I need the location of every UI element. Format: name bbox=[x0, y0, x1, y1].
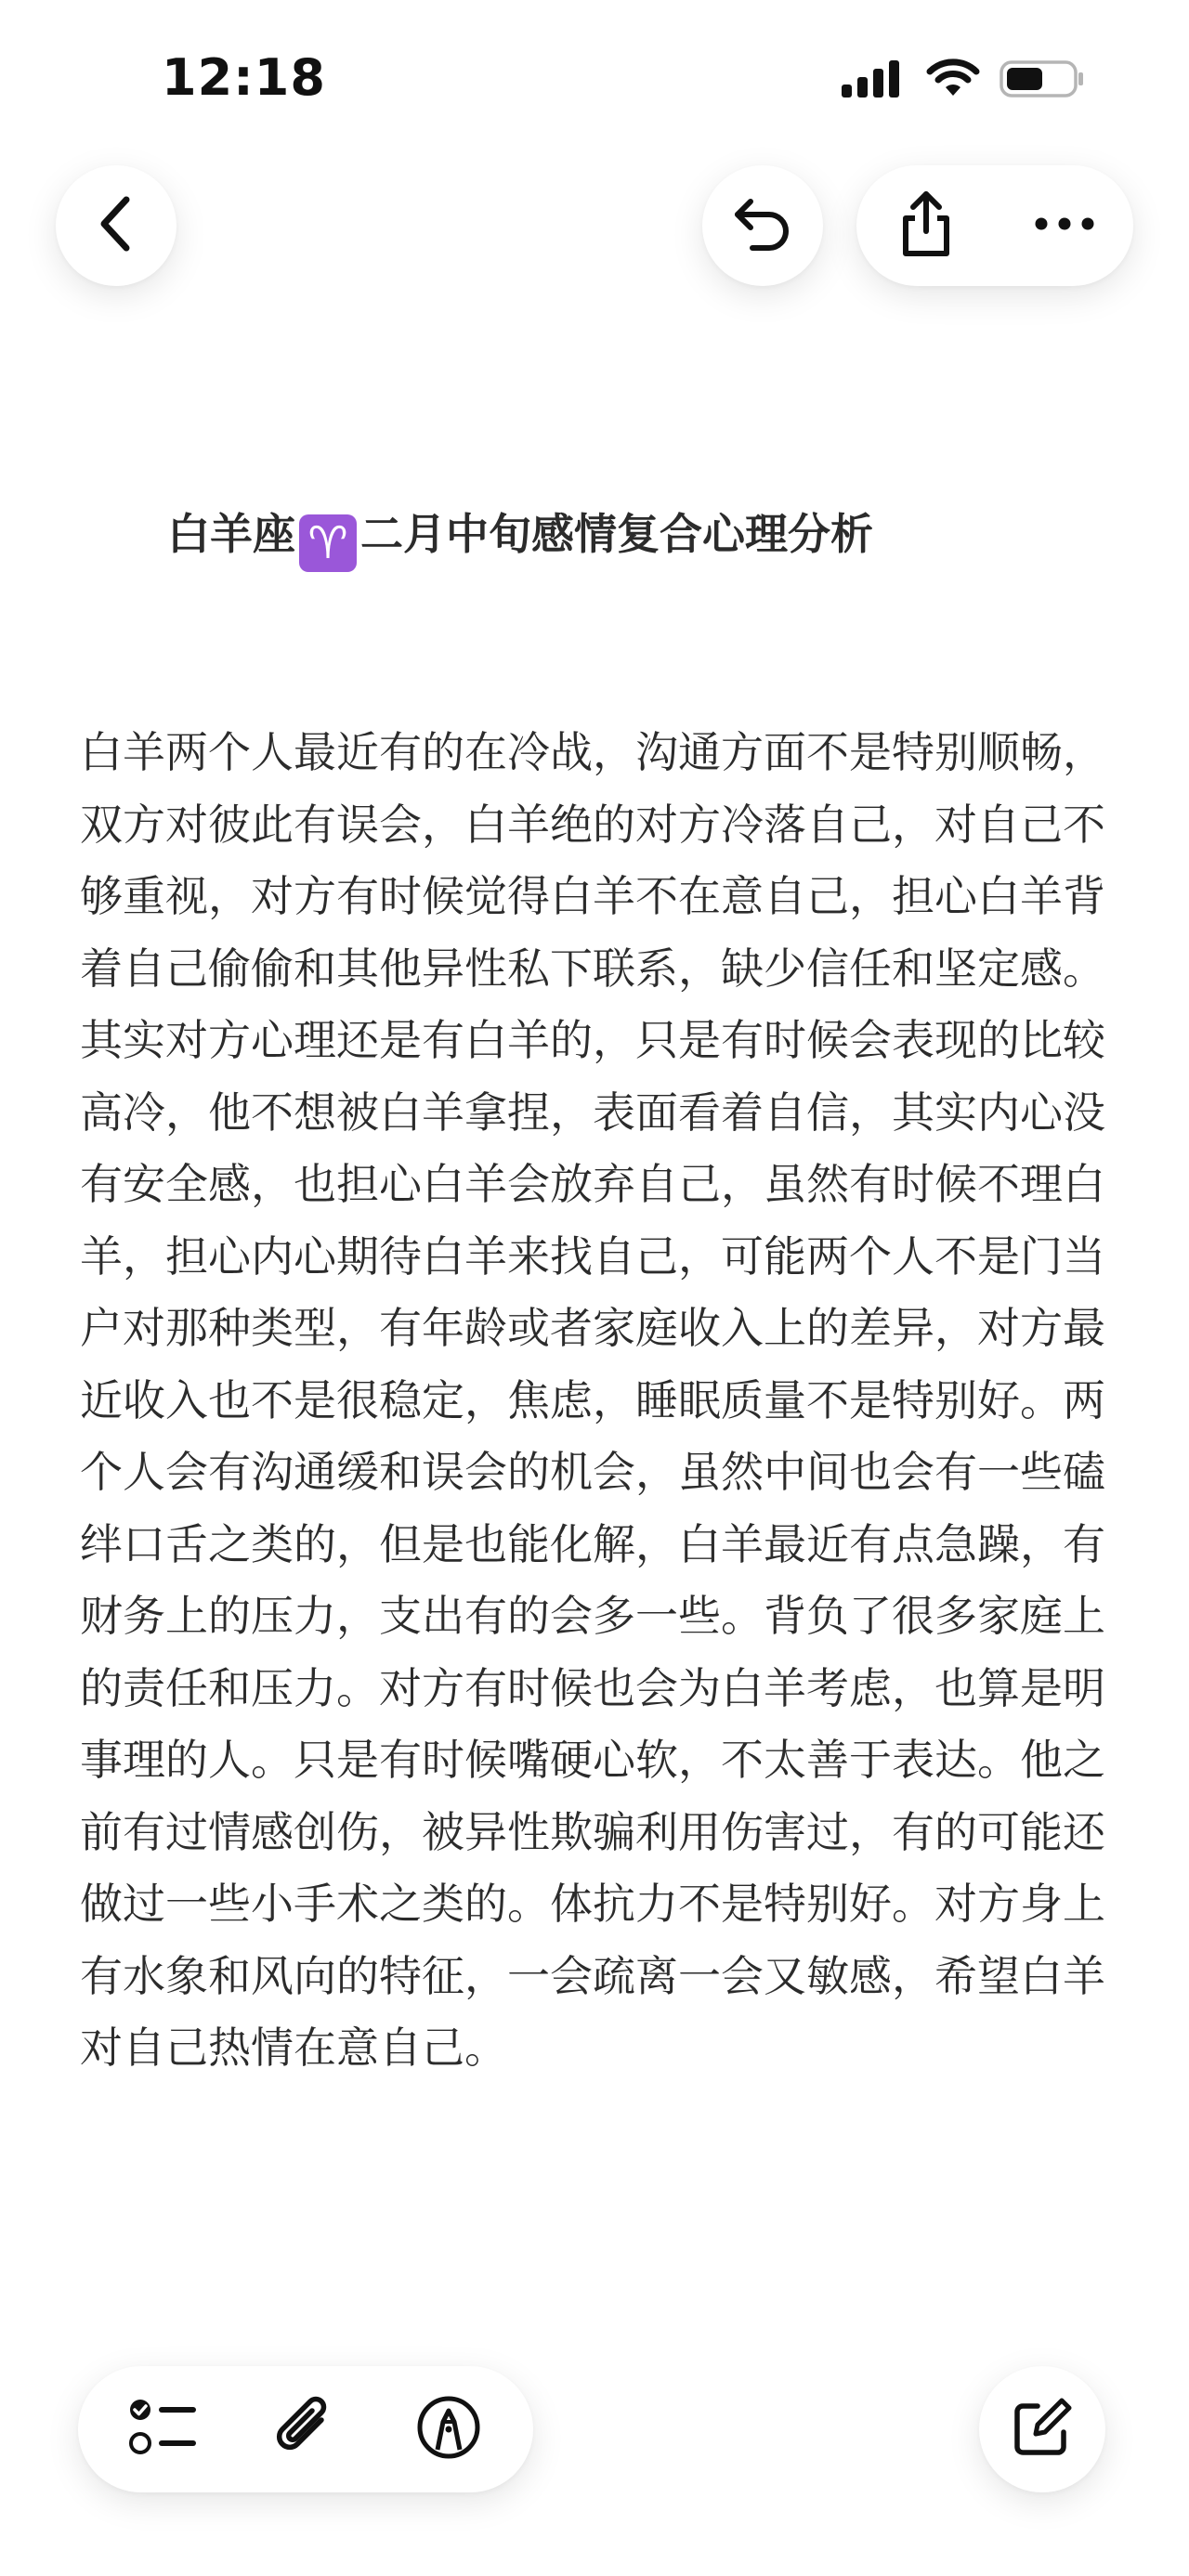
markup-button[interactable] bbox=[393, 2374, 504, 2485]
more-icon bbox=[1034, 216, 1095, 235]
note-paragraph: 其实对方心理还是有白羊的，只是有时候会表现的比较高冷，他不想被白羊拿捏，表面看着自信，其实内心没有安全感，也担心白羊会放弃自己，虽然有时候不理白羊，担心内心期待白羊来找自己，可能两个人不是门当户对那种类型，有年龄或者家庭收入上的差异，对方最近收入也不是很稳定，焦虑，睡眠质量不是特别好。两个人会有沟通缓和误会的机会，虽然中间也会有一些磕绊口舌之类的，但是也能化解，白羊最近有点急躁，有财务上的压力，支出有的会多一些。背负了很多家庭上的责任和压力。对方有时候也会为白羊考虑，也算是明事理的人。只是有时候嘴硬心软，不太善于表达。他之前有过情感创伤，被异性欺骗利用伤害过，有的可能还做过一些小手术之类的。体抗力不是特别好。对方身上有水象和风向的特征，一会疏离一会又敏感，希望白羊对自己热情在意自己。 bbox=[80, 1015, 1105, 2073]
more-button[interactable] bbox=[1009, 170, 1120, 281]
bottom-toolbar bbox=[78, 2366, 533, 2492]
compose-button[interactable] bbox=[979, 2366, 1105, 2492]
battery-icon bbox=[1000, 59, 1085, 103]
cellular-signal-icon bbox=[842, 59, 907, 103]
note-title[interactable] bbox=[167, 501, 873, 572]
share-icon bbox=[896, 189, 956, 263]
note-paragraph: 白羊两个人最近有的在冷战，沟通方面不是特别顺畅，双方对彼此有误会，白羊绝的对方冷落自己，对自己不够重视，对方有时候觉得白羊不在意自己，担心白羊背着自己偷偷和其他异性私下联系，缺少信任和坚定感。 bbox=[80, 727, 1105, 994]
status-icons bbox=[842, 58, 1085, 104]
compose-icon bbox=[1010, 2395, 1075, 2464]
status-time: 12:18 bbox=[162, 48, 326, 107]
note-title-prefix: 白羊座 bbox=[167, 509, 295, 559]
markup-pen-icon bbox=[415, 2394, 482, 2465]
chevron-left-icon bbox=[93, 194, 139, 257]
status-bar bbox=[0, 0, 1189, 158]
undo-button[interactable] bbox=[702, 165, 823, 286]
paperclip-icon bbox=[273, 2392, 338, 2466]
note-title-suffix: 二月中旬感情复合心理分析 bbox=[360, 509, 873, 559]
undo-icon bbox=[730, 194, 795, 257]
aries-emoji: ♈ bbox=[299, 514, 357, 572]
wifi-icon bbox=[925, 59, 981, 103]
attach-button[interactable] bbox=[250, 2374, 361, 2485]
checklist-button[interactable] bbox=[107, 2374, 218, 2485]
checklist-icon bbox=[127, 2395, 198, 2464]
share-button[interactable] bbox=[870, 170, 982, 281]
note-body[interactable] bbox=[80, 717, 1109, 2085]
share-more-group bbox=[856, 165, 1133, 286]
back-button[interactable] bbox=[56, 165, 176, 286]
